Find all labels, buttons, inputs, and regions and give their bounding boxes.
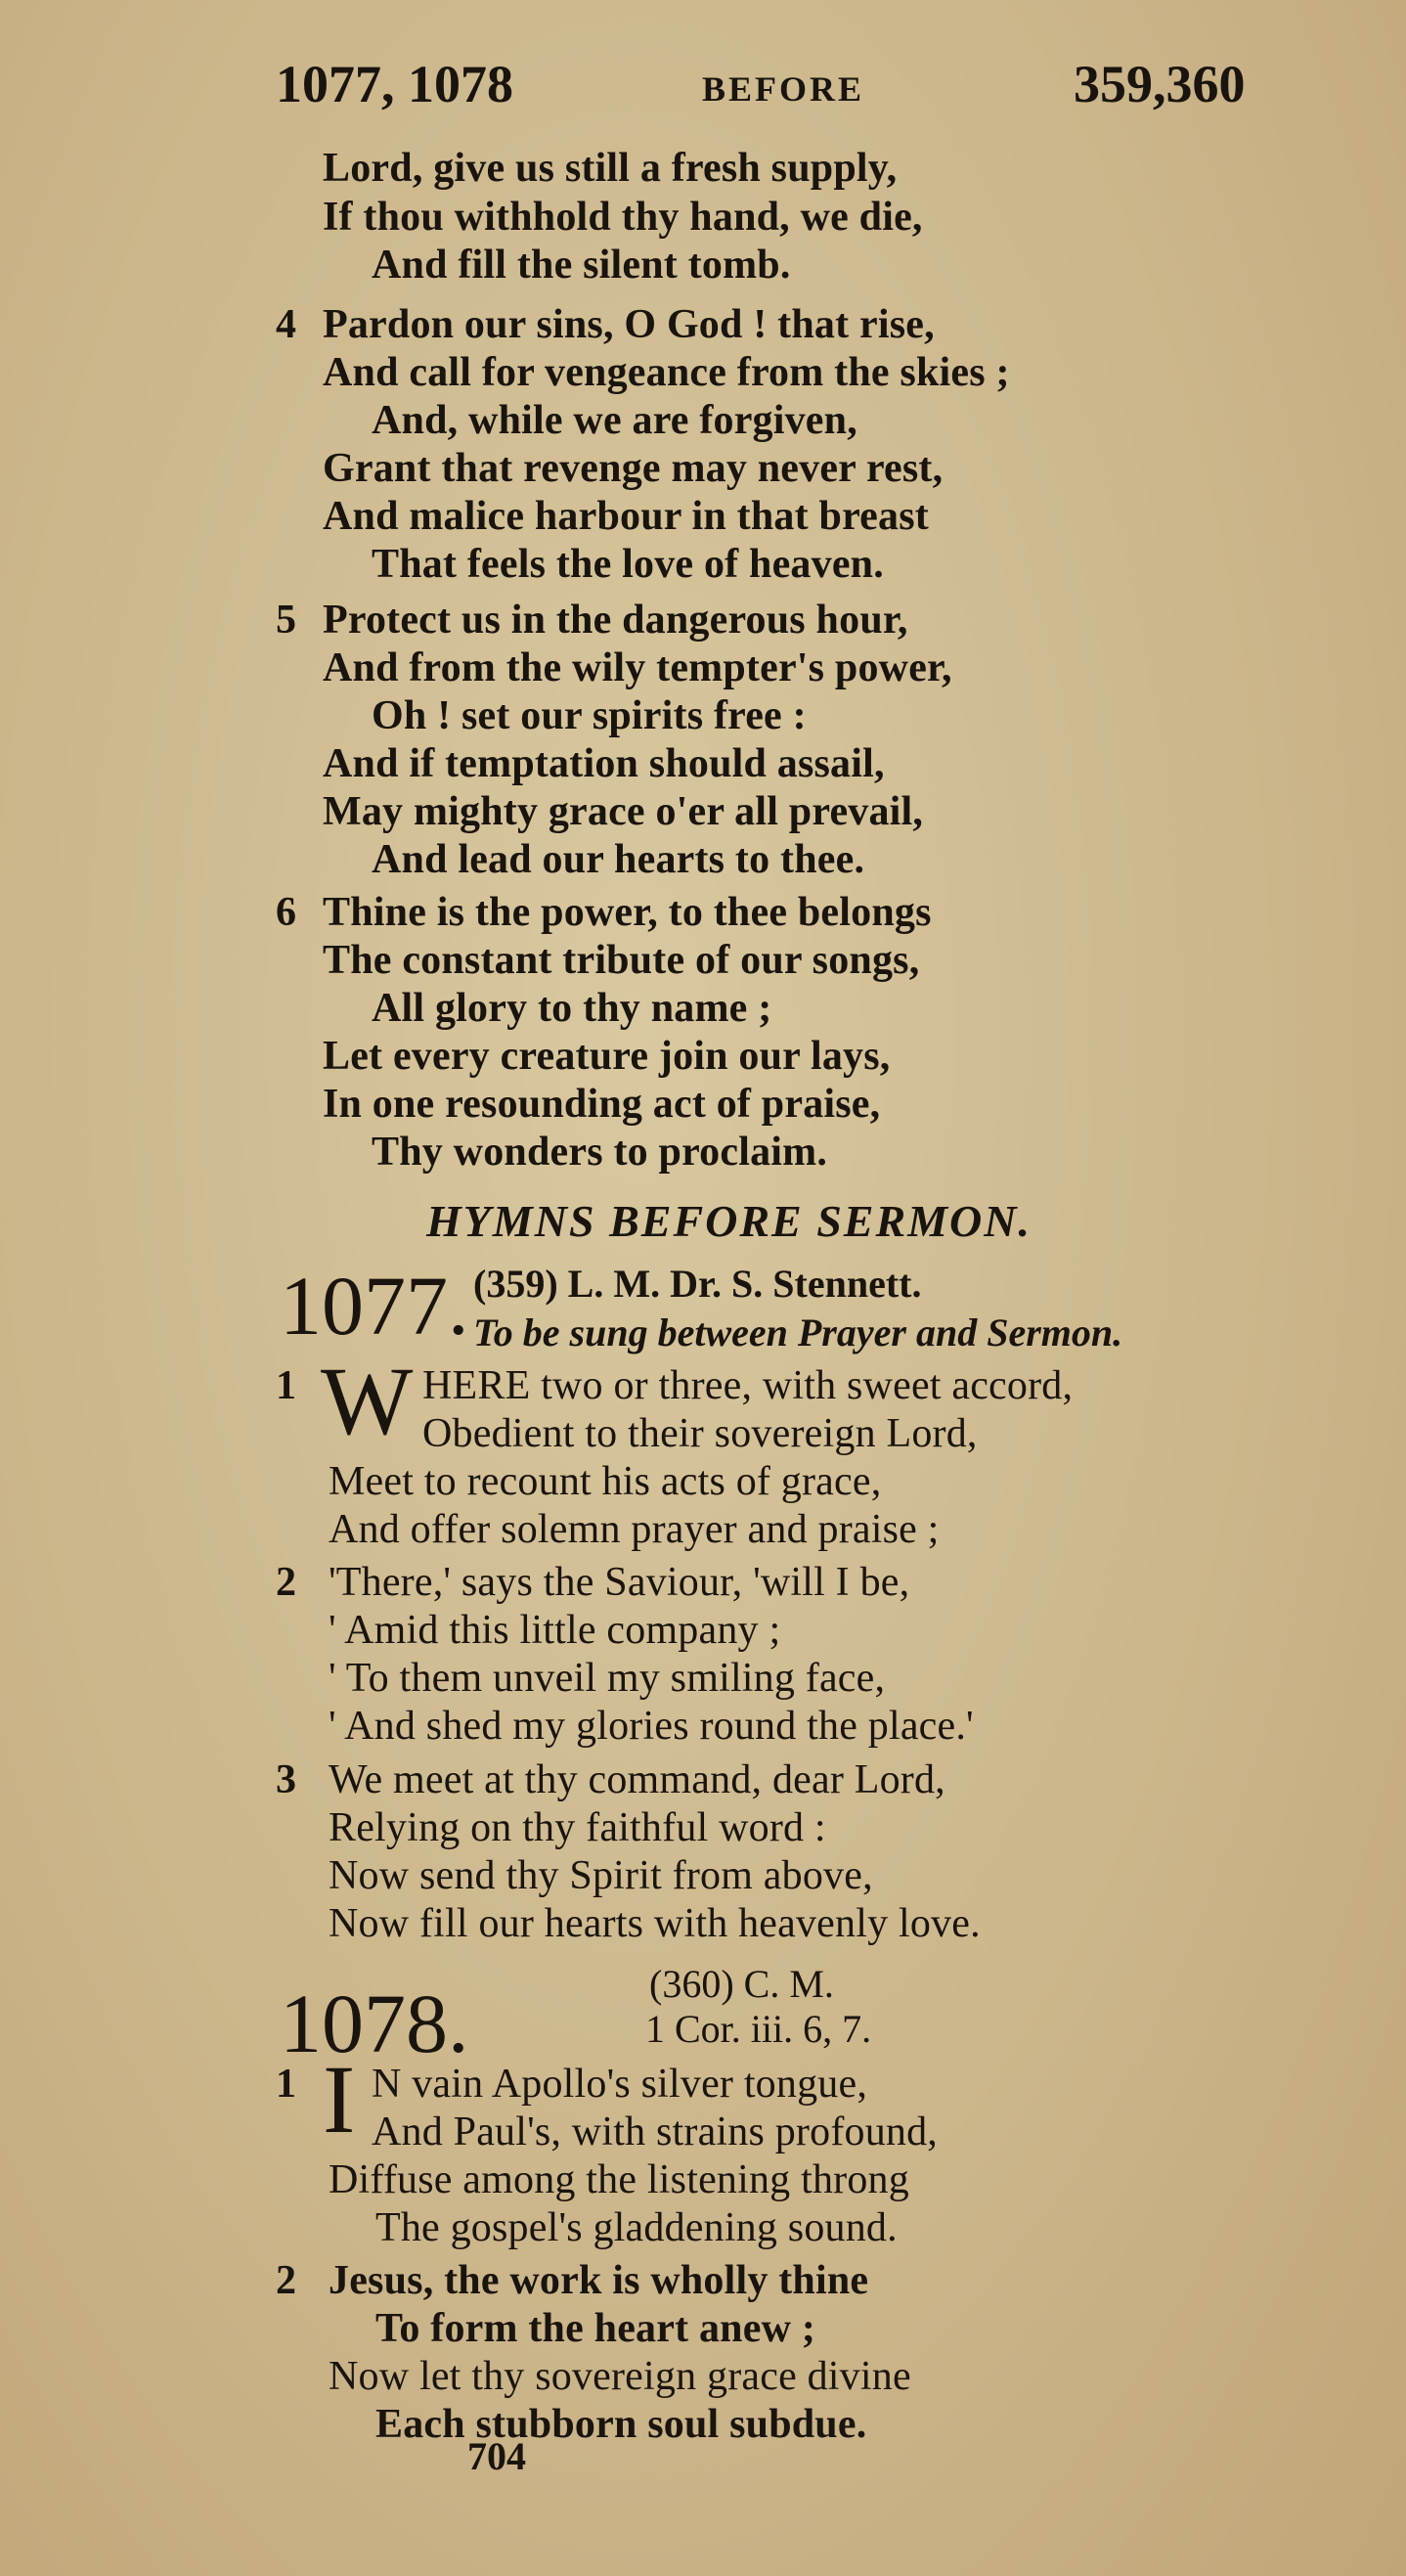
verse-line: And if temptation should assail, — [323, 741, 885, 786]
verse-line: Let every creature join our lays, — [323, 1034, 891, 1079]
verse-line: Each stubborn soul subdue. — [375, 2402, 867, 2447]
verse-line: And offer solemn prayer and praise ; — [329, 1507, 940, 1552]
verse-number: 1 — [276, 2062, 296, 2107]
hymn-scripture-ref: 1 Cor. iii. 6, 7. — [645, 2007, 872, 2051]
continued-line: And fill the silent tomb. — [372, 243, 791, 288]
verse-number: 2 — [276, 2258, 296, 2303]
verse-line: Pardon our sins, O God ! that rise, — [323, 302, 935, 347]
verse-line: Diffuse among the listening throng — [329, 2157, 909, 2202]
drop-cap: W — [321, 1347, 414, 1455]
hymn-meta: (359) L. M. Dr. S. Stennett. — [473, 1262, 922, 1306]
header-hymn-numbers: 1077, 1078 — [276, 55, 513, 113]
verse-line: ' Amid this little company ; — [329, 1608, 781, 1653]
verse-line: The constant tribute of our songs, — [323, 938, 920, 983]
page-number: 704 — [467, 2434, 526, 2478]
verse-line: Relying on thy faithful word : — [329, 1805, 826, 1850]
verse-line: HERE two or three, with sweet accord, — [422, 1363, 1074, 1408]
verse-line: N vain Apollo's silver tongue, — [372, 2062, 868, 2107]
verse-line: The gospel's gladdening sound. — [375, 2205, 898, 2250]
verse-line: Protect us in the dangerous hour, — [323, 598, 908, 643]
hymn-number: 1078. — [280, 1976, 469, 2070]
verse-line: And from the wily tempter's power, — [323, 645, 952, 690]
verse-number: 5 — [276, 598, 296, 643]
header-tune-numbers: 359,360 — [1074, 55, 1246, 113]
verse-line: Thine is the power, to thee belongs — [323, 890, 932, 935]
verse-line: Grant that revenge may never rest, — [323, 446, 944, 491]
continued-line: Lord, give us still a fresh supply, — [323, 146, 898, 191]
hymn-subtitle: To be sung between Prayer and Sermon. — [473, 1310, 1123, 1355]
hymn-meta: (360) C. M. — [649, 1962, 834, 2006]
verse-line: In one resounding act of praise, — [323, 1082, 881, 1127]
section-title: HYMNS BEFORE SERMON. — [426, 1196, 1032, 1246]
verse-line: And lead our hearts to thee. — [372, 837, 865, 882]
verse-line: May mighty grace o'er all prevail, — [323, 789, 924, 834]
verse-line: Thy wonders to proclaim. — [372, 1130, 828, 1175]
header-section-word: BEFORE — [702, 69, 865, 109]
verse-line: And malice harbour in that breast — [323, 494, 929, 539]
verse-line: Meet to recount his acts of grace, — [329, 1459, 882, 1504]
verse-line: Now send thy Spirit from above, — [329, 1853, 873, 1898]
verse-number: 2 — [276, 1560, 296, 1605]
verse-line: All glory to thy name ; — [372, 986, 772, 1031]
verse-line: Now fill our hearts with heavenly love. — [329, 1901, 981, 1946]
verse-line: Obedient to their sovereign Lord, — [422, 1411, 978, 1456]
verse-number: 6 — [276, 890, 296, 935]
verse-line: ' And shed my glories round the place.' — [329, 1704, 974, 1749]
verse-line: We meet at thy command, dear Lord, — [329, 1757, 945, 1802]
verse-line: And call for vengeance from the skies ; — [323, 350, 1010, 395]
verse-line: To form the heart anew ; — [375, 2306, 816, 2351]
verse-line: Now let thy sovereign grace divine — [329, 2354, 911, 2399]
drop-cap: I — [323, 2045, 356, 2154]
verse-number: 3 — [276, 1757, 296, 1802]
verse-line: And, while we are forgiven, — [372, 398, 857, 443]
verse-line: Oh ! set our spirits free : — [372, 693, 807, 738]
verse-line: ' To them unveil my smiling face, — [329, 1656, 886, 1701]
verse-line: Jesus, the work is wholly thine — [329, 2258, 869, 2303]
continued-line: If thou withhold thy hand, we die, — [323, 195, 923, 240]
verse-line: And Paul's, with strains profound, — [372, 2110, 939, 2154]
verse-line: 'There,' says the Saviour, 'will I be, — [329, 1560, 910, 1605]
verse-number: 1 — [276, 1363, 296, 1408]
verse-number: 4 — [276, 302, 296, 347]
verse-line: That feels the love of heaven. — [372, 542, 884, 587]
hymn-number: 1077. — [280, 1259, 469, 1353]
